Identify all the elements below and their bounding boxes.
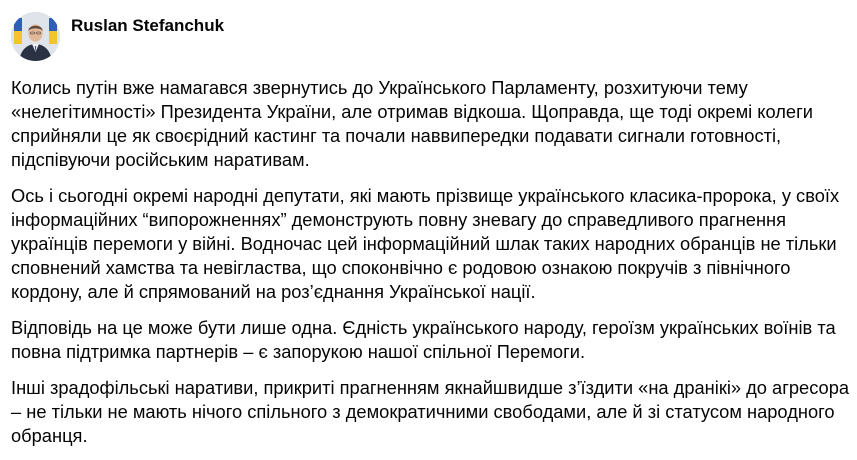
- avatar[interactable]: [11, 12, 60, 61]
- post-paragraph: Ось і сьогодні окремі народні депутати, які мають прізвище українського класика-пророка, у своїх інформаційних “випорожненнях” демонструють повну зневагу до справедливого прагнення українців перемоги у війні. Водночас цей інформаційний шлак таких народних обранців не тільки сповнений хамства та невігластва, що споконвічно є родовою ознакою покручів з північного кордону, але й спрямований на роз’єднання Української нації.: [11, 185, 840, 302]
- avatar-photo-icon: [11, 12, 60, 61]
- post-header: [11, 12, 224, 61]
- post-paragraph: Відповідь на це може бути лише одна. Єдність українського народу, героїзм українських воїнів та повна підтримка партнерів – є запорукою нашої спільної Перемоги.: [11, 317, 836, 362]
- post-body: [11, 76, 853, 460]
- post-paragraph: Колись путін вже намагався звернутись до Українського Парламенту, розхитуючи тему «нелегітимності» Президента України, але отримав відкоша. Щоправда, ще тоді окремі колеги сприйняли це як своєрідний кастинг та почали наввипередки подавати сигнали готовності, підспівуючи російським наративам.: [11, 77, 813, 170]
- author-name[interactable]: Ruslan Stefanchuk: [71, 16, 225, 35]
- post-paragraph: Інші зрадофільські наративи, прикриті прагненням якнайшвидше з’їздити «на дранікі» до агресора – не тільки не мають нічого спільного з демократичними свободами, але й зі статусом народного обранця.: [11, 377, 850, 446]
